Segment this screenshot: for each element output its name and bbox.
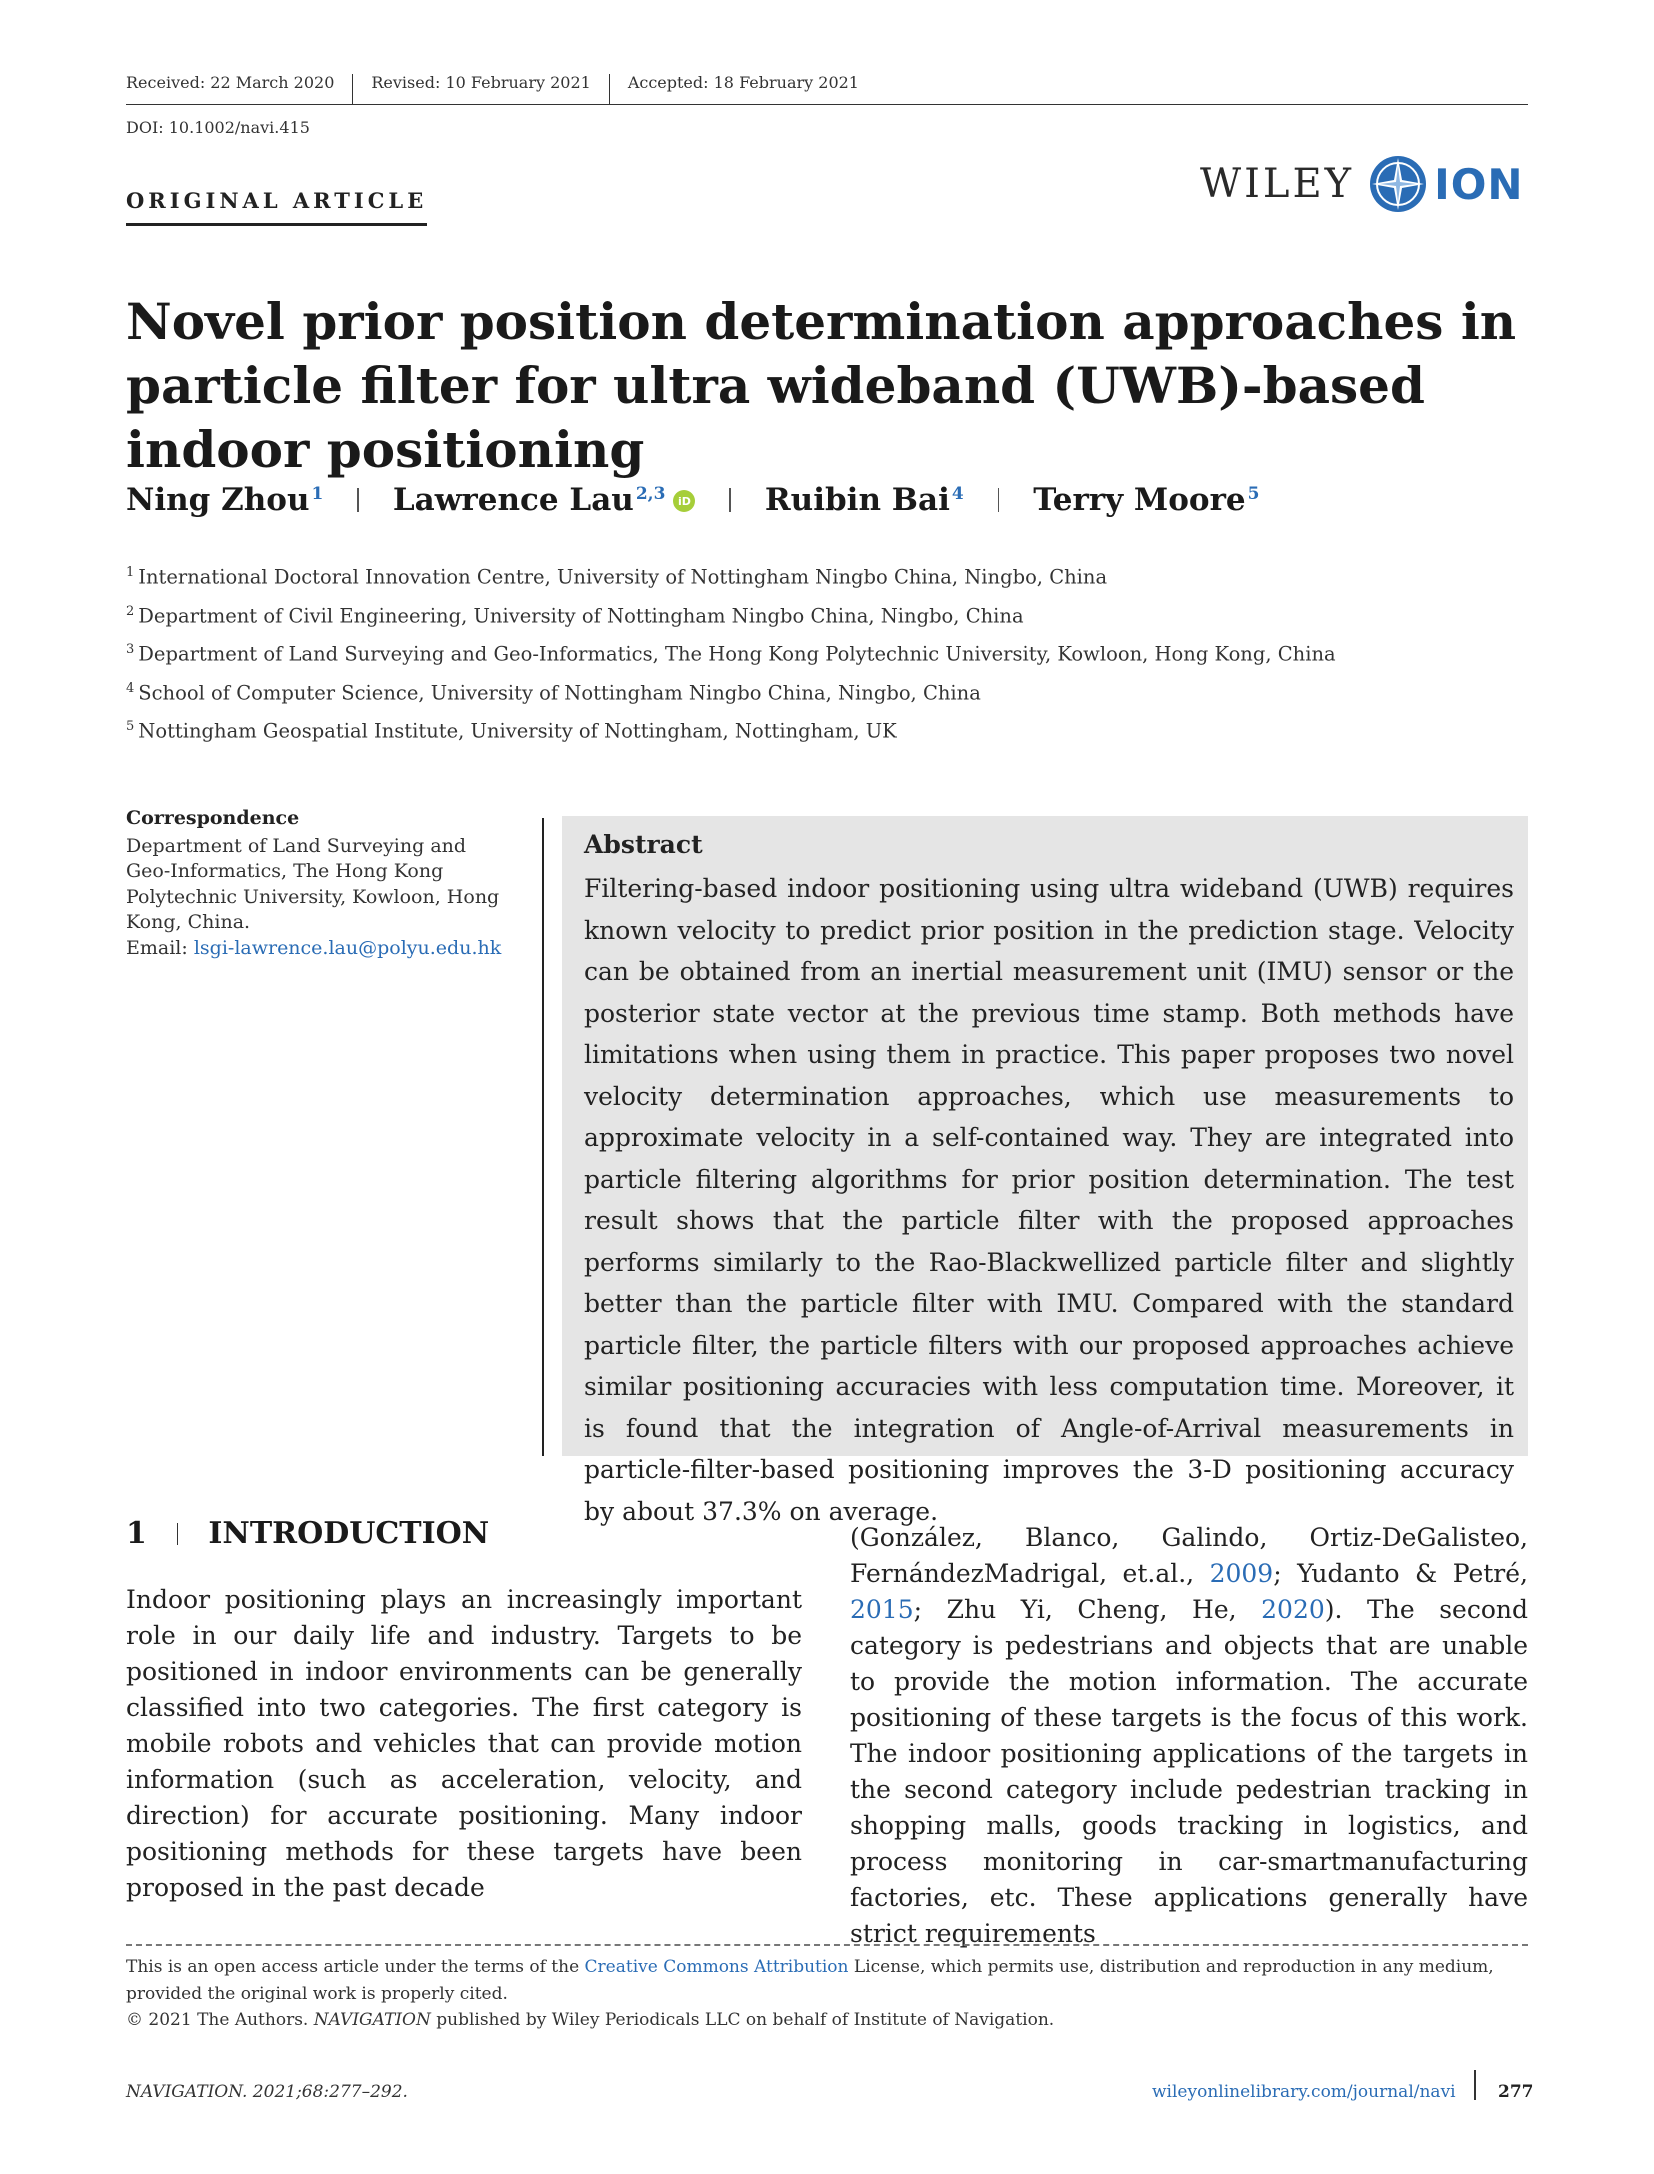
page-number-divider (1474, 2070, 1476, 2100)
author-affiliation-ref[interactable]: 4 (951, 484, 964, 504)
citation-year-link[interactable]: 2015 (850, 1595, 914, 1624)
section-title: INTRODUCTION (208, 1516, 490, 1551)
affiliation-number: 1 (126, 565, 135, 580)
affiliation (126, 599, 1336, 638)
license-notice (126, 1954, 1528, 2008)
author-affiliation-ref[interactable]: 1 (311, 484, 324, 504)
author[interactable] (1033, 482, 1259, 518)
intro-text-run: (González, Blanco, Galindo, Ortiz-DeGalisteo, FernándezMadrigal, et.al., (850, 1523, 1528, 1588)
affiliation-text: Department of Land Surveying and Geo-Informatics, The Hong Kong Polytechnic University, Kowloon, Hong Kong, China (138, 642, 1336, 666)
affiliation-list (126, 560, 1336, 753)
section-separator (177, 1523, 179, 1545)
author-separator (357, 488, 359, 512)
revised-date: Revised: 10 February 2021 (371, 74, 609, 104)
author-affiliation-ref[interactable]: 2,3 (635, 484, 666, 504)
affiliation-text: Nottingham Geospatial Institute, University of Nottingham, Nottingham, UK (138, 719, 897, 743)
intro-left-column: Indoor positioning plays an increasingly important role in our daily life and industry. Targets to be positioned in indoor environments can be generally classified into two categories. The first category is mobile robots and vehicles that can provide motion information (such as acceleration, velocity, and direction) for accurate positioning. Many indoor positioning methods for these targets have been proposed in the past decade (126, 1585, 802, 1902)
copyright-notice (126, 2010, 1054, 2030)
email-link[interactable]: lsgi-lawrence.lau@polyu.edu.hk (193, 936, 502, 959)
wiley-wordmark: WILEY (1200, 161, 1355, 207)
affiliation (126, 676, 1336, 715)
article-type: ORIGINAL ARTICLE (126, 188, 427, 226)
affiliation-text: School of Computer Science, University of Nottingham Ningbo China, Ningbo, China (138, 681, 981, 705)
publisher-logo (1200, 152, 1524, 216)
author-name: Terry Moore (1033, 482, 1246, 518)
abstract-heading: Abstract (584, 830, 703, 859)
affiliation (126, 560, 1336, 599)
affiliation-number: 2 (126, 603, 135, 619)
author[interactable] (393, 482, 696, 518)
citation-year-link[interactable]: 2009 (1209, 1559, 1274, 1588)
copyright-text: © 2021 The Authors. (126, 2010, 314, 2030)
author-name: Ruibin Bai (764, 482, 950, 518)
abstract-rule (542, 818, 544, 1456)
author-name: Lawrence Lau (392, 482, 634, 518)
intro-text-run: ; Zhu Yi, Cheng, He, (913, 1595, 1262, 1624)
author-affiliation-ref[interactable]: 5 (1247, 484, 1260, 504)
author-separator (729, 488, 731, 512)
affiliation-number: 5 (126, 719, 135, 735)
affiliation (126, 714, 1336, 753)
compass-star-icon (1368, 154, 1428, 214)
license-link[interactable]: Creative Commons Attribution (584, 1957, 849, 1977)
affiliation-text: Department of Civil Engineering, University of Nottingham Ningbo China, Ningbo, China (138, 604, 1024, 628)
section-heading (126, 1516, 489, 1551)
license-text: This is an open access article under the terms of the (126, 1957, 585, 1977)
author[interactable] (126, 482, 323, 518)
doi: DOI: 10.1002/navi.415 (126, 118, 310, 137)
paper-title: Novel prior position determination approaches in particle filter for ultra wideband (UWB)-based indoor positioning (126, 292, 1517, 479)
received-date: Received: 22 March 2020 (126, 74, 353, 104)
correspondence-heading: Correspondence (126, 807, 300, 829)
orcid-icon[interactable]: iD (673, 490, 695, 512)
page-number: 277 (1498, 2082, 1534, 2102)
author-name: Ning Zhou (126, 482, 310, 518)
author-list (126, 478, 1259, 522)
correspondence-address: Department of Land Surveying and Geo-Informatics, The Hong Kong Polytechnic University, Kowloon, Hong Kong, China. (126, 834, 500, 933)
ion-wordmark: ION (1434, 159, 1524, 209)
publication-history (126, 74, 1528, 105)
author[interactable] (765, 482, 964, 518)
footnote-divider (126, 1944, 1528, 1946)
citation-year-link[interactable]: 2020 (1261, 1595, 1325, 1624)
intro-text-run: ; Yudanto & Petré, (1273, 1559, 1528, 1588)
copyright-text: published by Wiley Periodicals LLC on behalf of Institute of Navigation. (430, 2010, 1055, 2030)
email-label: Email: (126, 936, 188, 959)
affiliation-number: 4 (126, 680, 135, 696)
intro-right-column (850, 1520, 1528, 1952)
affiliation (126, 637, 1336, 676)
affiliation-text: International Doctoral Innovation Centre, University of Nottingham Ningbo China, Ningbo, China (138, 565, 1108, 589)
license-text: License, which permits use, distribution and reproduction in any medium, provided the original work is properly cited. (126, 1957, 1494, 2004)
journal-reference: NAVIGATION. 2021;68:277–292. (126, 2082, 408, 2102)
journal-url-link[interactable]: wileyonlinelibrary.com/journal/navi (1152, 2082, 1456, 2102)
abstract-text: Filtering-based indoor positioning using ultra wideband (UWB) requires known velocity to predict prior position in the prediction stage. Velocity can be obtained from an inertial measurement unit (IMU) sensor or the posterior state vector at the previous time stamp. Both methods have limitations when using them in practice. This paper proposes two novel velocity determination approaches, which use measurements to approximate velocity in a self-contained way. They are integrated into particle filtering algorithms for prior position determination. The test result shows that the particle filter with the proposed approaches performs similarly to the Rao-Blackwellized particle filter and slightly better than the particle filter with IMU. Compared with the standard particle filter, the particle filters with our proposed approaches achieve similar positioning accuracies with less computation time. Moreover, it is found that the integration of Angle-of-Arrival measurements in particle-filter-based positioning improves the 3-D positioning accuracy by about 37.3% on average. (584, 874, 1514, 1526)
correspondence (126, 806, 506, 961)
accepted-date: Accepted: 18 February 2021 (627, 73, 859, 92)
correspondence-email (126, 936, 506, 962)
intro-text-run: ). The second category is pedestrians and objects that are unable to provide the motion information. The accurate positioning of these targets is the focus of this work. The indoor positioning applications of the targets in the second category include pedestrian tracking in shopping malls, goods tracking in logistics, and process monitoring in car-smartmanufacturing factories, etc. These applications generally have strict requirements (850, 1595, 1528, 1948)
affiliation-number: 3 (126, 642, 135, 658)
section-number: 1 (126, 1516, 147, 1551)
author-separator (998, 488, 1000, 512)
journal-name: NAVIGATION (313, 2010, 431, 2030)
